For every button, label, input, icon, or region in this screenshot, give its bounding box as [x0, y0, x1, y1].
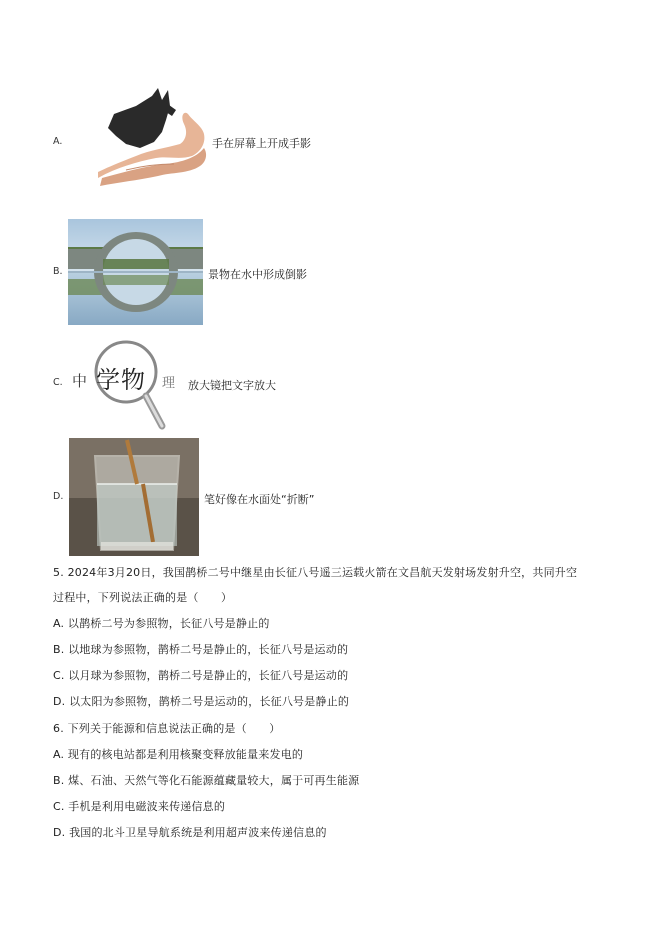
q5-option-a: A. 以鹊桥二号为参照物，长征八号是静止的	[53, 617, 270, 630]
q6-option-b: B. 煤、石油、天然气等化石能源蕴藏量较大，属于可再生能源	[53, 774, 360, 787]
q6-option-a: A. 现有的核电站都是利用核聚变释放能量来发电的	[53, 748, 304, 761]
magnifier-text-right: 理	[162, 376, 176, 391]
hand-shadow-image	[96, 86, 208, 198]
option-a-caption: 手在屏幕上开成手影	[212, 137, 311, 150]
option-a-letter: A.	[53, 136, 63, 147]
q6-option-c: C. 手机是利用电磁波来传递信息的	[53, 800, 226, 813]
magnifier-text-left: 中	[72, 372, 88, 390]
q6-option-d: D. 我国的北斗卫星导航系统是利用超声波来传递信息的	[53, 826, 327, 839]
option-c-letter: C.	[53, 377, 63, 388]
q6-stem: 6. 下列关于能源和信息说法正确的是（ ）	[53, 722, 281, 735]
option-b-letter: B.	[53, 266, 63, 277]
magnifier-text-center: 学物	[96, 366, 146, 394]
q5-option-c: C. 以月球为参照物，鹊桥二号是静止的，长征八号是运动的	[53, 669, 349, 682]
q5-stem-line1: 5. 2024年3月20日，我国鹊桥二号中继星由长征八号遥三运载火箭在文昌航天发射场发射升空，共同升空	[53, 566, 578, 579]
q5-stem-line2: 过程中，下列说法正确的是（ ）	[53, 591, 233, 604]
option-c-caption: 放大镜把文字放大	[188, 379, 276, 392]
option-d-letter: D.	[53, 491, 64, 502]
q5-option-b: B. 以地球为参照物，鹊桥二号是静止的，长征八号是运动的	[53, 643, 349, 656]
q5-option-d: D. 以太阳为参照物，鹊桥二号是运动的，长征八号是静止的	[53, 695, 350, 708]
option-d-caption: 笔好像在水面处“折断”	[204, 493, 315, 506]
bridge-reflection-image	[68, 219, 203, 325]
pencil-in-water-image	[69, 438, 199, 556]
option-b-caption: 景物在水中形成倒影	[208, 268, 307, 281]
